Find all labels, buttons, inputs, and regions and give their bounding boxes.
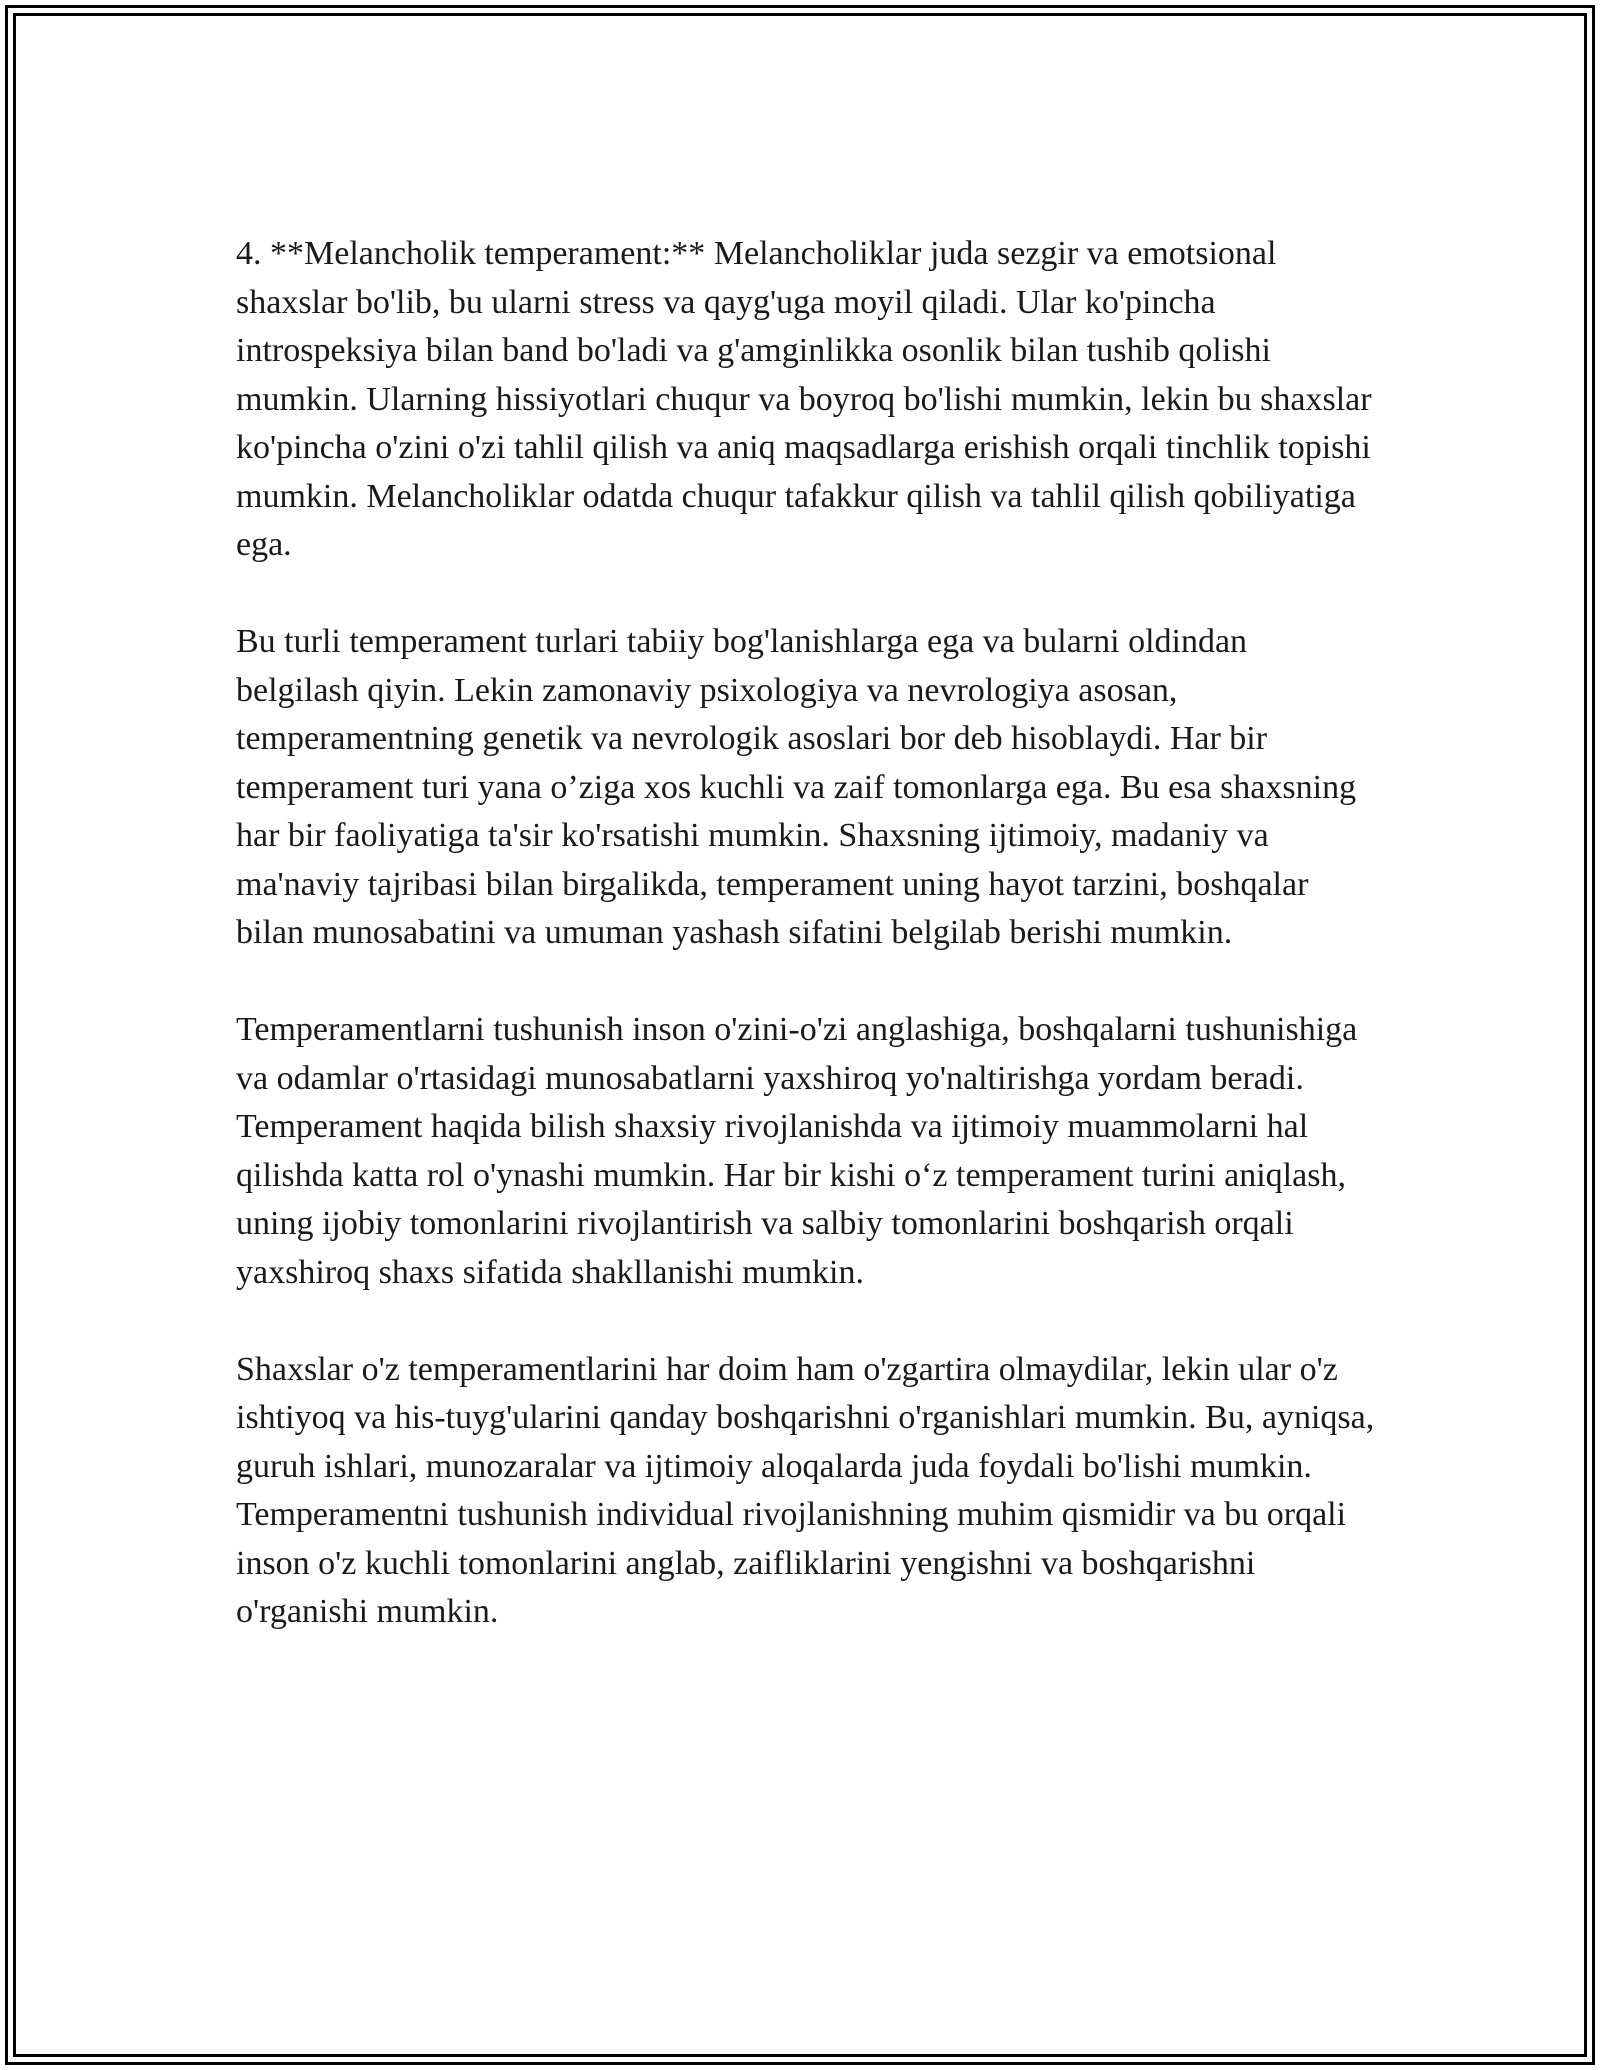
paragraph-understanding-temperaments: Temperamentlarni tushunish inson o'zini-o'zi anglashiga, boshqalarni tushunishiga va odamlar o'rtasidagi munosabatlarni yaxshiroq yo'naltirishga yordam beradi. Temperament haqida bilish shaxsiy rivojlanishda va ijtimoiy muammolarni hal qilishda katta rol o'ynashi mumkin. Har bir kishi o‘z temperament turini aniqlash, uning ijobiy tomonlarini rivojlantirish va salbiy tomonlarini boshqarish orqali yaxshiroq shaxs sifatida shakllanishi mumkin. [236,1011,1358,1291]
paragraph-temperament-types: Bu turli temperament turlari tabiiy bog'lanishlarga ega va bularni oldindan belgilash qiyin. Lekin zamonaviy psixologiya va nevrologiya asosan, temperamentning genetik va nevrologik asoslari bor deb hisoblaydi. Har bir temperament turi yana o’ziga xos kuchli va zaif tomonlarga ega. Bu esa shaxsning har bir faoliyatiga ta'sir ko'rsatishi mumkin. Shaxsning ijtimoiy, madaniy va ma'naviy tajribasi bilan birgalikda, temperament uning hayot tarzini, boshqalar bilan munosabatini va umuman yashash sifatini belgilab berishi mumkin. [236,623,1357,951]
paragraph-managing-temperaments: Shaxslar o'z temperamentlarini har doim ham o'zgartira olmaydilar, lekin ular o'z ishtiyoq va his-tuyg'ularini qanday boshqarishni o'rganishlari mumkin. Bu, ayniqsa, guruh ishlari, munozaralar va ijtimoiy aloqalarda juda foydali bo'lishi mumkin. Temperamentni tushunish individual rivojlanishning muhim qismidir va bu orqali inson o'z kuchli tomonlarini anglab, zaifliklarini yengishni va boshqarishni o'rganishi mumkin. [236,1350,1375,1630]
document-body [236,230,1376,1637]
paragraph-melancholic-temperament: 4. **Melancholik temperament:** Melancholiklar juda sezgir va emotsional shaxslar bo'lib, bu ularni stress va qayg'uga moyil qiladi. Ular ko'pincha introspeksiya bilan band bo'ladi va g'amginlikka osonlik bilan tushib qolishi mumkin. Ularning hissiyotlari chuqur va boyroq bo'lishi mumkin, lekin bu shaxslar ko'pincha o'zini o'zi tahlil qilish va aniq maqsadlarga erishish orqali tinchlik topishi mumkin. Melancholiklar odatda chuqur tafakkur qilish va tahlil qilish qobiliyatiga ega. [236,235,1372,563]
